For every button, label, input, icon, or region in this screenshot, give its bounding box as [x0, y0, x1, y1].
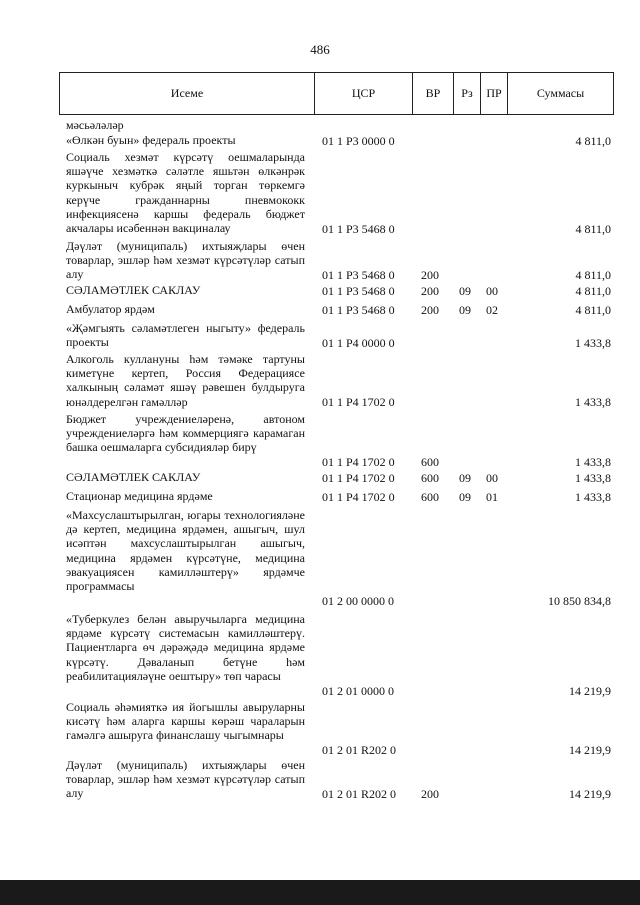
- row-csr: 01 1 P3 5468 0: [322, 283, 395, 298]
- row-name: Дәүләт (муниципаль) ихтыяҗлары өчен товарлар, эшләр һәм хезмәт күрсәтүләр сатып алу: [66, 239, 305, 282]
- row-vr: 200: [421, 786, 439, 801]
- row-vr: 200: [421, 267, 439, 282]
- row-csr: 01 2 01 0000 0: [322, 683, 394, 698]
- row-csr: 01 2 01 R202 0: [322, 742, 397, 757]
- row-sum: 4 811,0: [575, 302, 611, 317]
- row-name: «Өлкән буын» федераль проекты: [66, 133, 236, 147]
- row-name: «Җәмгыять сәламәтлеген ныгыту» федераль проекты: [66, 321, 305, 350]
- row-name: СӘЛАМӘТЛЕК САКЛАУ: [66, 470, 201, 484]
- table-row: [66, 118, 611, 133]
- row-csr: 01 1 P4 1702 0: [322, 470, 395, 485]
- header-name: Исеме: [60, 73, 315, 114]
- row-name: «Туберкулез белән авыручыларга медицина ярдәме күрсәтү системасын камилләштерү. Пациентларга өч дәрәҗәдә медицина ярдәме күрсәтү. Дәваланып бетүне һәм реабилитацияләүне оештыру» төп чарасы: [66, 612, 305, 683]
- row-pr: 01: [486, 489, 498, 504]
- row-csr: 01 1 P3 5468 0: [322, 302, 395, 317]
- header-sum: Суммасы: [536, 86, 585, 100]
- table-row: [66, 133, 611, 148]
- row-vr: 600: [421, 470, 439, 485]
- row-csr: 01 2 00 0000 0: [322, 593, 394, 608]
- row-sum: 4 811,0: [575, 133, 611, 148]
- row-name: Социаль хезмәт күрсәтү оешмаларында яшәүче хезмәткә сәләтле яшьтән өлкәнрәк куркыныч кубрәк яңый торган төркемгә керүче гражданнарны пневмококк инфекциясенә каршы федераль бюджет акчалары исәбеннән вакциналау: [66, 150, 305, 236]
- table-row: [66, 302, 611, 317]
- header-csr: ЦСР: [315, 73, 413, 114]
- row-csr: 01 1 P4 1702 0: [322, 454, 395, 469]
- row-sum: 14 219,9: [569, 742, 611, 757]
- table-row: [66, 489, 611, 504]
- row-sum: 1 433,8: [575, 394, 611, 409]
- row-rz: 09: [459, 302, 471, 317]
- row-name: Стационар медицина ярдәме: [66, 489, 213, 503]
- table-row: [66, 508, 611, 608]
- row-vr: 600: [421, 489, 439, 504]
- row-csr: 01 1 P3 5468 0: [322, 221, 395, 236]
- row-csr: 01 1 P4 0000 0: [322, 335, 395, 350]
- row-vr: 200: [421, 302, 439, 317]
- row-vr: 600: [421, 454, 439, 469]
- row-pr: 00: [486, 470, 498, 485]
- row-rz: 09: [459, 283, 471, 298]
- row-name: Дәүләт (муниципаль) ихтыяҗлары өчен товарлар, эшләр һәм хезмәт күрсәтүләр сатып алу: [66, 758, 305, 801]
- row-name: Бюджет учреждениеләренә, автоном учреждениеләргә һәм коммерциягә карамаган башка оешмаларга субсидияләр бирү: [66, 412, 305, 455]
- table-row: [66, 758, 611, 801]
- table-row: [66, 412, 611, 469]
- row-sum: 14 219,9: [569, 683, 611, 698]
- row-rz: 09: [459, 470, 471, 485]
- row-csr: 01 2 01 R202 0: [322, 786, 397, 801]
- row-name: Амбулатор ярдәм: [66, 302, 155, 316]
- row-csr: 01 1 P4 1702 0: [322, 394, 395, 409]
- row-sum: 4 811,0: [575, 221, 611, 236]
- row-sum: 1 433,8: [575, 335, 611, 350]
- row-name: Алкоголь куллануны һәм тәмәке тартуны киметүне кертеп, Россия Федерациясе халкының сәламәт яшәү рәвешен булдыруга юнәлдерелгән гамәлләр: [66, 352, 305, 409]
- table-row: [66, 150, 611, 236]
- row-sum: 4 811,0: [575, 267, 611, 282]
- row-sum: 1 433,8: [575, 489, 611, 504]
- row-sum: 14 219,9: [569, 786, 611, 801]
- table-row: [66, 352, 611, 409]
- row-pr: 00: [486, 283, 498, 298]
- row-sum: 1 433,8: [575, 454, 611, 469]
- page-number: 486: [310, 42, 330, 57]
- table-row: [66, 283, 611, 298]
- row-sum: 10 850 834,8: [548, 593, 611, 608]
- row-name: Социаль әһәмияткә ия йогышлы авыруларны кисәтү һәм аларга каршы көрәш чараларын гамәлгә ашыруга финанслашу чыгымнары: [66, 700, 305, 743]
- row-csr: 01 1 P3 0000 0: [322, 133, 395, 148]
- table-row: [66, 700, 611, 757]
- header-rz: Рз: [454, 73, 481, 114]
- table-row: [66, 470, 611, 485]
- header-pr: ПР: [481, 73, 508, 114]
- row-csr: 01 1 P3 5468 0: [322, 267, 395, 282]
- table-header: [59, 72, 614, 115]
- row-sum: 4 811,0: [575, 283, 611, 298]
- row-name: СӘЛАМӘТЛЕК САКЛАУ: [66, 283, 201, 297]
- row-pr: 02: [486, 302, 498, 317]
- table-row: [66, 321, 611, 350]
- table-row: [66, 239, 611, 282]
- row-csr: 01 1 P4 1702 0: [322, 489, 395, 504]
- table-row: [66, 612, 611, 698]
- row-vr: 200: [421, 283, 439, 298]
- row-rz: 09: [459, 489, 471, 504]
- row-name: «Махсуслаштырылган, югары технологияләне дә кертеп, медицина ярдәмен, ашыгыч, шул исәптән махсуслаштырылган ашыгыч, медицина ярдәмен күрсәтүне, медицина эвакуациясен камилләштерү» ярдәмче программасы: [66, 508, 305, 594]
- scan-edge-bar: [0, 880, 640, 905]
- row-sum: 1 433,8: [575, 470, 611, 485]
- header-vr: ВР: [413, 73, 454, 114]
- row-name: мәсьәләләр: [66, 118, 124, 132]
